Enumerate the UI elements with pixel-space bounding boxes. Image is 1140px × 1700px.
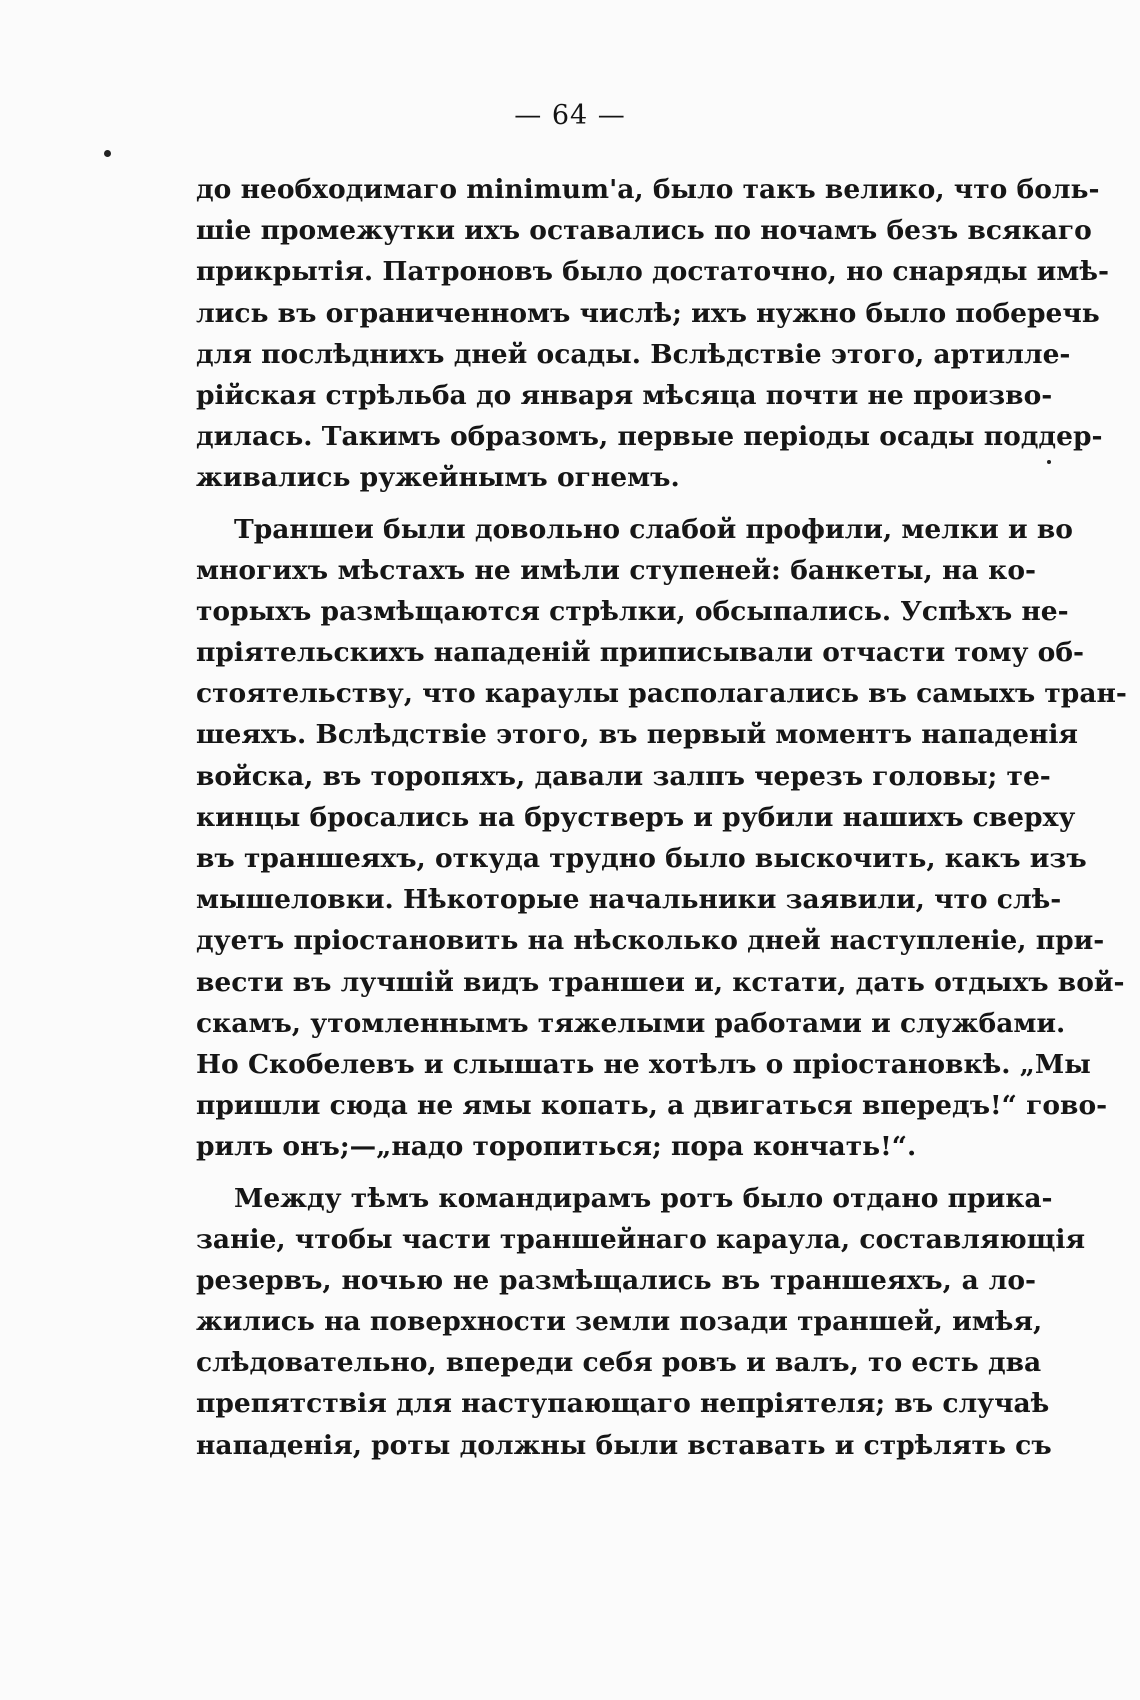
text-line: живались ружейнымъ огнемъ.	[196, 462, 680, 494]
text-line: лись въ ограниченномъ числѣ; ихъ нужно было поберечь	[196, 297, 1100, 329]
text-line: пріятельскихъ нападеній приписывали отчасти тому об-	[196, 637, 1085, 669]
text-line: заніе, чтобы части траншейнаго караула, составляющія	[196, 1223, 1086, 1255]
text-line: до необходимаго minimum'а, было такъ велико, что боль-	[196, 174, 1100, 205]
page-number: — 64 —	[514, 100, 626, 131]
paragraph	[196, 169, 1109, 499]
text-line: торыхъ размѣщаются стрѣлки, обсыпались. Успѣхъ не-	[196, 595, 1069, 627]
text-line: многихъ мѣстахъ не имѣли ступеней: банкеты, на ко-	[196, 554, 1036, 586]
text-line: дилась. Такимъ образомъ, первые періоды осады поддер-	[196, 421, 1103, 453]
paragraph	[196, 509, 1127, 1168]
text-line: дуетъ пріостановить на нѣсколько дней наступленіе, при-	[196, 925, 1105, 957]
body-text	[196, 169, 1127, 1466]
text-line: пришли сюда не ямы копать, а двигаться впередъ!“ гово-	[196, 1090, 1108, 1122]
text-line: скамъ, утомленнымъ тяжелыми работами и службами.	[196, 1007, 1066, 1039]
text-line: для послѣднихъ дней осады. Вслѣдствіе этого, артилле-	[196, 338, 1071, 370]
text-line: жились на поверхности земли позади траншей, имѣя,	[196, 1306, 1043, 1338]
text-line: Траншеи были довольно слабой профили, мелки и во	[234, 513, 1073, 545]
text-line: слѣдовательно, впереди себя ровъ и валъ, то есть два	[196, 1347, 1042, 1379]
text-line: шеяхъ. Вслѣдствіе этого, въ первый моментъ нападенія	[196, 719, 1078, 751]
text-line: Но Скобелевъ и слышать не хотѣлъ о пріостановкѣ. „Мы	[196, 1048, 1091, 1080]
text-line: рилъ онъ;—„надо торопиться; пора кончать!“.	[196, 1131, 917, 1163]
text-line: Между тѣмъ командирамъ ротъ было отдано прика-	[234, 1182, 1053, 1214]
text-line: мышеловки. Нѣкоторые начальники заявили, что слѣ-	[196, 884, 1062, 916]
text-line: нападенія, роты должны были вставать и стрѣлять съ	[196, 1429, 1052, 1461]
text-line: прикрытія. Патроновъ было достаточно, но снаряды имѣ-	[196, 256, 1109, 288]
text-line: стоятельству, что караулы располагались въ самыхъ тран-	[196, 678, 1127, 710]
text-line: войска, въ торопяхъ, давали залпъ черезъ головы; те-	[196, 760, 1051, 792]
text-line: резервъ, ночью не размѣщались въ траншеяхъ, а ло-	[196, 1264, 1036, 1296]
ink-speck	[1047, 460, 1051, 464]
text-line: шіе промежутки ихъ оставались по ночамъ безъ всякаго	[196, 215, 1092, 247]
paragraph	[196, 1178, 1086, 1466]
text-line: препятствія для наступающаго непріятеля; въ случаѣ	[196, 1388, 1050, 1420]
text-line: рійская стрѣльба до января мѣсяца почти не произво-	[196, 379, 1053, 411]
text-line: въ траншеяхъ, откуда трудно было выскочить, какъ изъ	[196, 843, 1087, 874]
text-line: кинцы бросались на брустверъ и рубили нашихъ сверху	[196, 801, 1076, 833]
text-line: вести въ лучшій видъ траншеи и, кстати, дать отдыхъ вой-	[196, 966, 1125, 998]
ink-speck	[104, 150, 111, 157]
